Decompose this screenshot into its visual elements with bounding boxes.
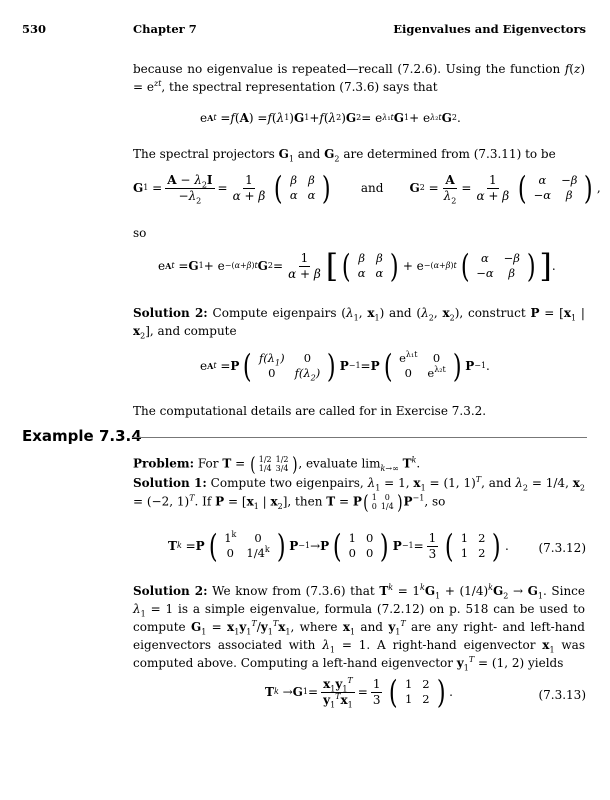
paragraph-so: so (133, 226, 147, 240)
paragraph-solution-2: Solution 2: Compute eigenpairs ($\lambda_1$, $x_1$) and ($\lambda_2$, $x_2$), construct $P = [x_1$ | $x_2$], and compute (133, 306, 585, 341)
equation-number-7-3-13: (7.3.13) (538, 688, 586, 702)
page-number: 530 (22, 22, 47, 36)
example-divider (132, 437, 587, 438)
equation-matrix-exponential: e A t = G 1 + e −(α+β)t G 2 = $\frac{1}{\alpha + \beta}$ [ ( β β α α ) + e −(α+β)t ( α −β −α β ) ] . (158, 247, 556, 285)
paragraph-projectors: The spectral projectors $G_1$ and $G_2$ are determined from (7.3.11) to be (133, 147, 556, 164)
equation-projectors: G 1 = $\frac{A - \lambda_2I}{-\lambda_2}$ = $\frac{1}{\alpha + \beta}$ ( β β α α ) and G 2 = $\frac{A}{\lambda_2}$ = $\frac{1}{\alpha + \beta}$ ( α −β −α β ) , (133, 169, 601, 207)
example-solution-1: Solution 1: Compute two eigenpairs, $\lambda_1 = 1$, $x_1 = (1$, 1)$^T$, and $\lambda_2 = 1/4$, $x_2 = (-2$, 1)$^T$. If $P = [x_1$ | $x_2$], then T = P ( 1 0 0 1/4 ) $P^{-1}$, so (133, 475, 586, 514)
example-solution-2: Solution 2: We know from (7.3.6) that $T^k = 1^kG_1 + (1/4)^kG_2 \to G_1$. Since $\lambda_1 = 1$ is a simple eigenvalue, formula (7.2.12) on p. 518 can be used to compute $G_1 = x_1y_1^T/y_1^Tx_1$, where $x_1$ and $y_1^T$ are any right- and left-hand eigenvectors associated with $\lambda_1 = 1$. A right-hand eigenvector $x_1$ was computed above. Computing a left-hand eigenvector $y_1^T = (1$, 2) yields (133, 583, 585, 673)
equation-spectral-representation: e A t = f ( A ) = f ( λ 1 ) G 1 + f ( λ 2 ) G 2 = e λ₁t G 1 + e λ₂t G 2 . (200, 111, 461, 125)
equation-via-eigenvectors: e A t = P ( $f(\lambda_1)$ 0 0 $f(\lambda_2)$ ) P −1 = P ( $e^{\lambda_1t}$ 0 0 $e^{\lambda_2t}$ ) P −1 . (200, 347, 490, 385)
section-title: Eigenvalues and Eigenvectors (393, 22, 586, 36)
paragraph-exercise-ref: The computational details are called for in Exercise 7.3.2. (133, 404, 487, 418)
example-title: Example 7.3.4 (22, 427, 142, 445)
chapter-label: Chapter 7 (133, 22, 197, 36)
equation-7-3-12: T k = P ( 1$^k$ 0 0 1/4$^k$ ) P −1 → P ( 1 0 0 0 ) P −1 = $\frac{1}{3}$ ( 1 2 1 2 ) . (168, 527, 509, 565)
example-problem: Problem: For T = ( 1/2 1/2 1/4 3/4 ) , evaluate $\lim_{k\to\infty} T^k$. (133, 452, 421, 476)
equation-7-3-13: T k → G 1 = $\frac{x_1y_1^T}{y_1^Tx_1}$ = $\frac{1}{3}$ ( 1 2 1 2 ) . (265, 673, 453, 711)
equation-number-7-3-12: (7.3.12) (538, 541, 586, 555)
paragraph-intro: because no eigenvalue is repeated—recall (7.2.6). Using the function $f(z) = e^{zt}$, the spectral representation (7.3.6) says that (133, 62, 585, 94)
